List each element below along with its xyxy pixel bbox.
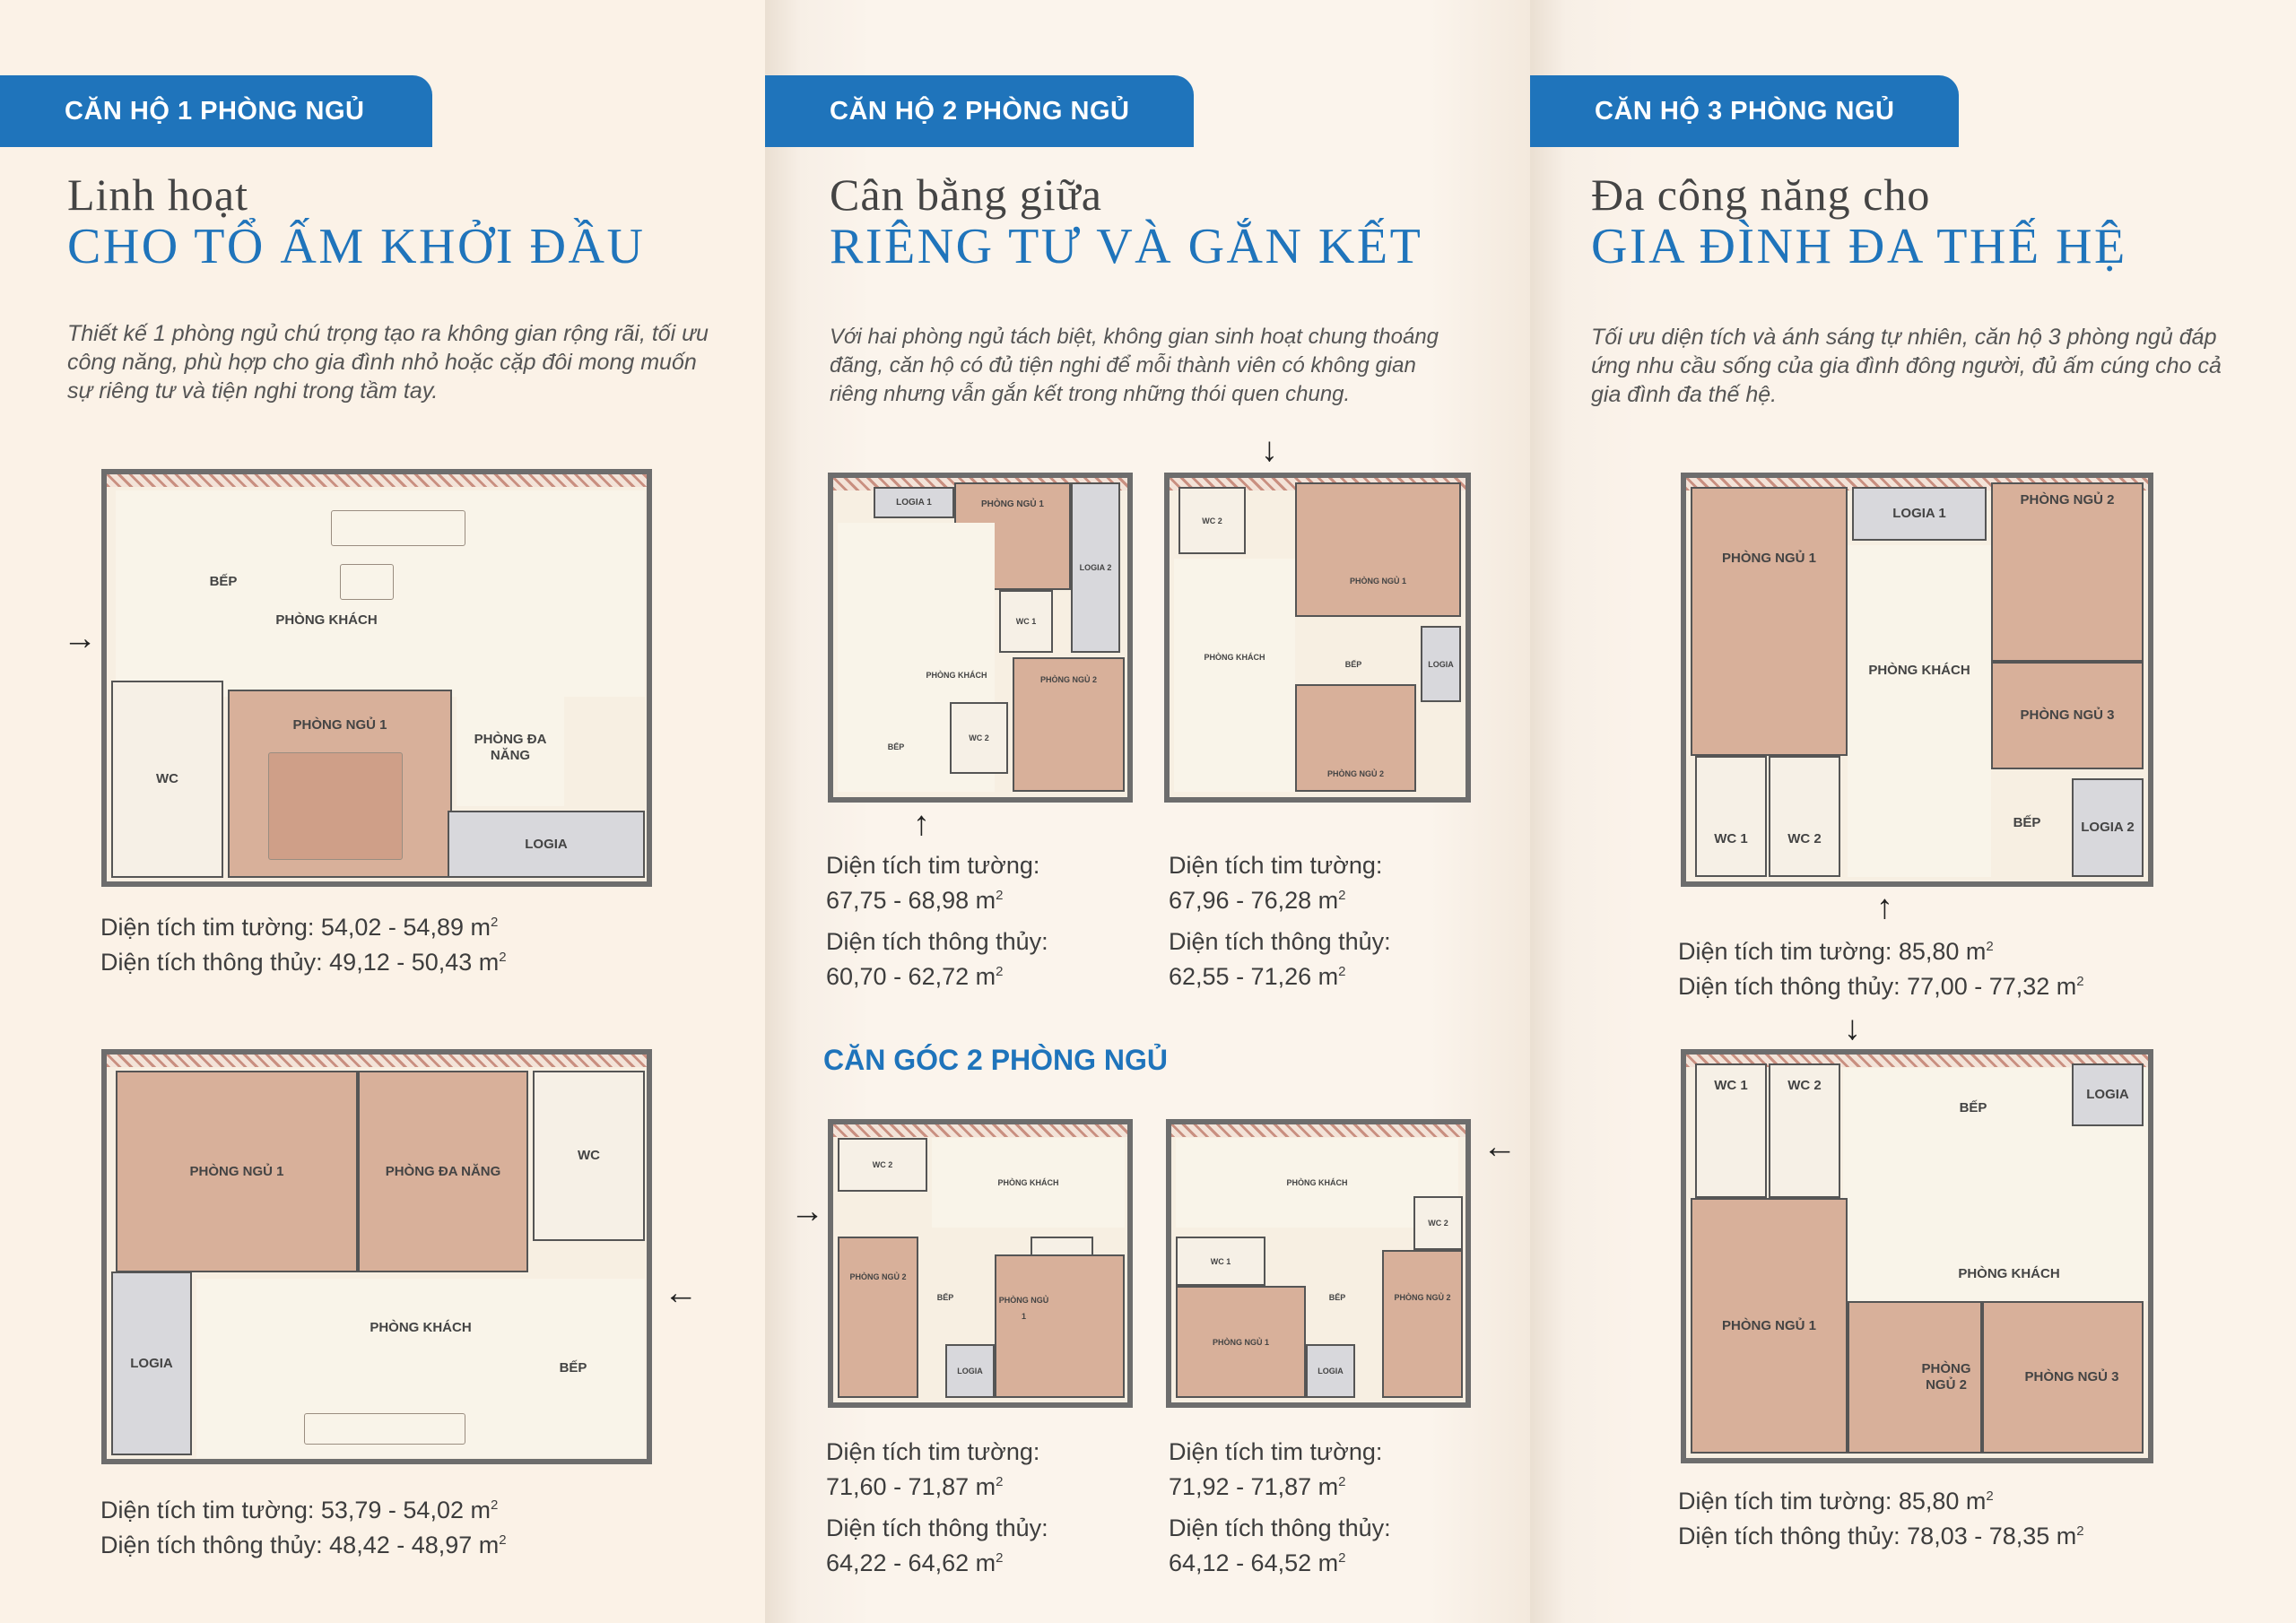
room-bedroom-2: PHÒNG NGỦ 2 — [1013, 657, 1125, 792]
room-bedroom-1: PHÒNG NGỦ 1 — [954, 482, 1071, 590]
room-living: PHÒNG KHÁCH — [116, 490, 645, 697]
entrance-arrow: ↓ — [1261, 431, 1278, 469]
room-bedroom-1: PHÒNG NGỦ 1 — [1691, 487, 1848, 756]
room-bedroom-1: PHÒNG NGỦ 1 — [228, 690, 452, 878]
room-living: PHÒNG KHÁCH — [1176, 1138, 1458, 1228]
room-kitchen: BẾP — [1344, 659, 1362, 669]
area-info: Diện tích tim tường: 54,02 - 54,89 $m^2$ Diện tích thông thủy: 49,12 - 50,43 $m^2$ — [100, 914, 507, 976]
room-kitchen: BẾP — [559, 1360, 587, 1376]
wall-hatch — [833, 1124, 1127, 1137]
heading-small: Đa công năng cho — [1591, 169, 1931, 220]
heading-small: Linh hoạt — [67, 169, 249, 220]
area-info: Diện tích tim tường: 53,79 - 54,02 $m^2$ Diện tích thông thủy: 48,42 - 48,97 $m^2$ — [100, 1497, 507, 1558]
entrance-arrow: ↓ — [1844, 1010, 1861, 1047]
area-info: Diện tích tim tường: 67,75 - 68,98 $m^2$ Diện tích thông thủy: 60,70 - 62,72 $m^2$ — [826, 852, 1048, 990]
room-bedroom-2: PHÒNG NGỦ 2 — [1295, 684, 1416, 792]
bed — [268, 752, 403, 860]
room-bedroom-2: PHÒNG NGỦ 2 — [1991, 482, 2144, 662]
room-logia-2: LOGIA 2 — [1071, 482, 1120, 653]
intro-text: Với hai phòng ngủ tách biệt, không gian sinh hoạt chung thoáng đãng, căn hộ có đủ tiện nghi để mỗi thành viên có không gian riêng nhưng vẫn gắn kết trong những thói quen chung. — [830, 325, 1439, 406]
room-living: PHÒNG KHÁCH — [1848, 545, 1991, 877]
room-wc-1: WC 1 — [1695, 756, 1767, 877]
room-bedroom-1: PHÒNG NGỦ 1 — [995, 1254, 1125, 1398]
room-logia-2: LOGIA 2 — [2072, 778, 2144, 877]
room-logia: LOGIA — [2072, 1063, 2144, 1126]
section-tab: CĂN HỘ 2 PHÒNG NGỦ — [765, 75, 1194, 147]
wall-hatch — [107, 474, 647, 487]
room-living: PHÒNG KHÁCH — [838, 523, 995, 792]
room-living: PHÒNG KHÁCH — [932, 1138, 1125, 1228]
room-bedroom-2: PHÒNG NGỦ 2 — [838, 1237, 918, 1398]
room-wc: WC — [111, 681, 223, 878]
room-wc-2: WC 2 — [950, 702, 1008, 774]
room-kitchen: BẾP — [209, 574, 238, 589]
area-info: Diện tích tim tường: 71,92 - 71,87 $m^2$ Diện tích thông thủy: 64,12 - 64,52 $m^2$ — [1169, 1438, 1391, 1576]
room-logia: LOGIA — [448, 811, 645, 878]
room-logia-1: LOGIA 1 — [1852, 487, 1987, 541]
corner-unit-heading: CĂN GÓC 2 PHÒNG NGỦ — [823, 1044, 1169, 1076]
section-tab: CĂN HỘ 1 PHÒNG NGỦ — [0, 75, 432, 147]
floor-plan-2d — [1166, 1119, 1471, 1408]
room-living: PHÒNG KHÁCH — [196, 1279, 645, 1458]
sofa — [304, 1413, 465, 1445]
intro-text: Thiết kế 1 phòng ngủ chú trọng tạo ra không gian rộng rãi, tối ưu công năng, phù hợp cho gia đình nhỏ hoặc cặp đôi mong muốn sự riêng tư và tiện nghi trong tầm tay. — [67, 321, 709, 404]
wall-hatch — [1171, 1124, 1465, 1137]
room-wc-2: WC 2 — [1769, 756, 1840, 877]
entrance-arrow: ↑ — [913, 805, 930, 843]
room-bedroom-2: PHÒNG NGỦ 2 — [1382, 1250, 1463, 1398]
room-wc-1: WC 1 — [999, 590, 1053, 653]
room-logia-1: LOGIA 1 — [874, 487, 954, 518]
area-info: Diện tích tim tường: 85,80 $m^2$ Diện tích thông thủy: 78,03 - 78,35 $m^2$ — [1678, 1488, 2084, 1549]
area-info: Diện tích tim tường: 85,80 $m^2$ Diện tích thông thủy: 77,00 - 77,32 $m^2$ — [1678, 938, 2084, 1000]
heading-big: RIÊNG TƯ VÀ GẮN KẾT — [830, 219, 1423, 274]
panel-3-bedroom — [1530, 0, 2296, 1623]
room-kitchen: BẾP — [887, 742, 905, 751]
sofa — [331, 510, 465, 546]
room-logia: LOGIA — [1421, 626, 1461, 702]
entrance-arrow: → — [790, 1193, 824, 1230]
room-wc-2: WC 2 — [1178, 487, 1246, 554]
room-bedroom-3: PHÒNG NGỦ 3 — [1982, 1301, 2144, 1454]
floor-plan-1b — [101, 1049, 652, 1464]
room-multipurpose: PHÒNG ĐA NĂNG — [457, 690, 564, 806]
room-wc-2: WC 2 — [1769, 1063, 1840, 1198]
section-tab: CĂN HỘ 3 PHÒNG NGỦ — [1530, 75, 1959, 147]
wall-hatch — [107, 1055, 647, 1067]
intro-text: Tối ưu diện tích và ánh sáng tự nhiên, căn hộ 3 phòng ngủ đáp ứng nhu cầu sống của gia đình đông người, đủ ấm cúng cho cả gia đình đa thế hệ. — [1591, 325, 2222, 407]
panel-2-bedroom — [765, 0, 1530, 1623]
entrance-arrow: ← — [1483, 1128, 1517, 1166]
table — [340, 564, 394, 600]
floor-plan-2b — [1164, 473, 1471, 803]
panel-1-bedroom — [0, 0, 765, 1623]
room-logia: LOGIA — [111, 1271, 192, 1455]
room-wc-1: WC 1 — [1176, 1237, 1265, 1286]
floor-plan-2a — [828, 473, 1133, 803]
room-bedroom-1: PHÒNG NGỦ 1 — [116, 1071, 358, 1272]
room-logia: LOGIA — [945, 1344, 995, 1398]
heading-big: GIA ĐÌNH ĐA THẾ HỆ — [1591, 219, 2127, 274]
heading-small: Cân bằng giữa — [830, 169, 1102, 220]
room-living: PHÒNG KHÁCH — [1843, 1068, 2148, 1301]
heading-big: CHO TỔ ẤM KHỞI ĐẦU — [67, 219, 646, 274]
entrance-arrow: ↑ — [1876, 889, 1893, 926]
room-kitchen: BẾP — [1959, 1100, 1987, 1115]
area-info: Diện tích tim tường: 71,60 - 71,87 $m^2$ Diện tích thông thủy: 64,22 - 64,62 $m^2$ — [826, 1438, 1048, 1576]
room-wc-2: WC 2 — [1413, 1196, 1463, 1250]
room-kitchen: BẾP — [936, 1292, 954, 1302]
floor-plan-1a — [101, 469, 652, 887]
entrance-arrow: → — [63, 620, 97, 657]
room-bedroom-2: PHÒNG NGỦ 2 — [1848, 1301, 1982, 1454]
room-bedroom-1: PHÒNG NGỦ 1 — [1295, 482, 1461, 617]
room-kitchen: BẾP — [2013, 815, 2041, 830]
room-multipurpose: PHÒNG ĐA NĂNG — [358, 1071, 528, 1272]
floor-plan-2c — [828, 1119, 1133, 1408]
entrance-arrow: ← — [664, 1274, 698, 1312]
room-wc-1: WC 1 — [1695, 1063, 1767, 1198]
room-logia: LOGIA — [1306, 1344, 1355, 1398]
room-wc: WC — [533, 1071, 645, 1241]
room-bedroom-1: PHÒNG NGỦ 1 — [1691, 1198, 1848, 1454]
room-bedroom-3: PHÒNG NGỦ 3 — [1991, 662, 2144, 769]
area-info: Diện tích tim tường: 67,96 - 76,28 $m^2$ Diện tích thông thủy: 62,55 - 71,26 $m^2$ — [1169, 852, 1391, 990]
floor-plan-3b — [1681, 1049, 2153, 1463]
room-wc-2: WC 2 — [838, 1138, 927, 1192]
floor-plan-3a — [1681, 473, 2153, 887]
room-bedroom-1: PHÒNG NGỦ 1 — [1176, 1286, 1306, 1398]
room-living: PHÒNG KHÁCH — [1174, 559, 1295, 792]
room-kitchen: BẾP — [1328, 1292, 1346, 1302]
